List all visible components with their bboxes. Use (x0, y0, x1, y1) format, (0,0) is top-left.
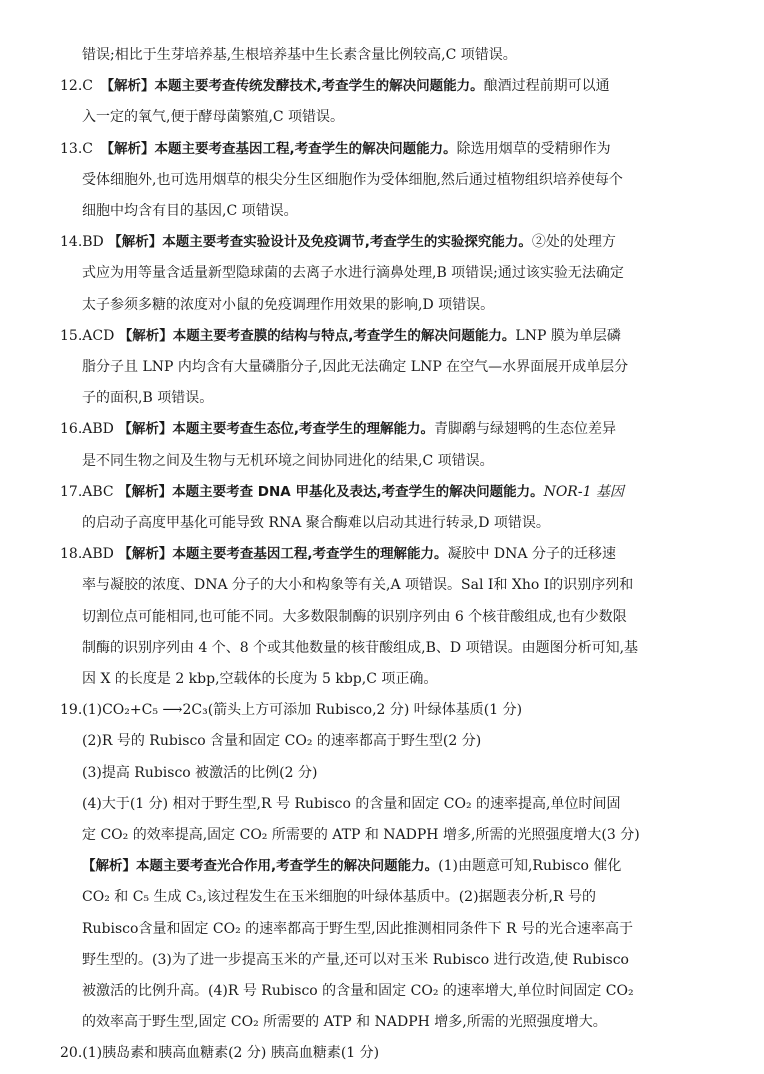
line-text: (3)提高 Rubisco 被激活的比例(2 分) (82, 764, 318, 781)
line-text: 率与凝胶的浓度、DNA 分子的大小和构象等有关,A 项错误。Sal Ⅰ和 Xho Ⅰ的识别序列和 (82, 577, 634, 594)
sub-answer-line (82, 789, 621, 819)
text-line (82, 40, 517, 70)
line-text: CO₂ 和 C₅ 生成 C₃,该过程发生在玉米细胞的叶绿体基质中。(2)据题表分析,R 号的 (82, 889, 596, 906)
text-line (82, 976, 634, 1006)
text-line (82, 820, 640, 850)
line-text: 错误;相比于生芽培养基,生根培养基中生长素含量比例较高,C 项错误。 (82, 47, 517, 63)
question-number: 16.ABD (60, 421, 114, 438)
answer-line (60, 227, 616, 257)
sub-answer-line (82, 726, 481, 756)
line-text: 脂分子且 LNP 内均含有大量磷脂分子,因此无法确定 LNP 在空气—水界面展开成单层分 (82, 359, 629, 375)
answer-line (60, 1038, 379, 1068)
text-line (82, 165, 623, 195)
analysis-heading: 【解析】本题主要考查膜的结构与特点,考查学生的解决问题能力。 (118, 327, 516, 344)
analysis-heading: 【解析】本题主要考查基因工程,考查学生的解决问题能力。 (100, 140, 457, 157)
line-text: Rubisco含量和固定 CO₂ 的速率都高于野生型,因此推测相同条件下 R 号的光合速率高于 (82, 920, 634, 937)
question-number: 14.BD (60, 234, 104, 251)
text-line (82, 1007, 607, 1037)
text-line (82, 383, 213, 413)
text-line (82, 664, 437, 694)
line-text: (4)大于(1 分) 相对于野生型,R 号 Rubisco 的含量和固定 CO₂ 的速率提高,单位时间固 (82, 795, 621, 812)
text-line (82, 352, 628, 382)
answer-line (60, 71, 610, 101)
text-line (82, 914, 633, 944)
question-number: 19. (60, 702, 83, 719)
answer-line (60, 477, 624, 507)
line-text: 子的面积,B 项错误。 (82, 390, 214, 407)
text-line (82, 102, 344, 132)
answer-line (60, 134, 611, 164)
text-line (82, 446, 494, 476)
answer-line (60, 539, 616, 569)
line-text: 式应为用等量含适量新型隐球菌的去离子水进行滴鼻处理,B 项错误;通过该实验无法确定 (82, 265, 624, 282)
line-text: 受体细胞外,也可选用烟草的根尖分生区细胞作为受体细胞,然后通过植物组织培养使每个 (82, 171, 623, 188)
line-text: (2)R 号的 Rubisco 含量和固定 CO₂ 的速率都高于野生型(2 分) (82, 733, 482, 750)
line-text: 的启动子高度甲基化可能导致 RNA 聚合酶难以启动其进行转录,D 项错误。 (82, 515, 550, 531)
analysis-heading: 【解析】本题主要考查光合作用,考查学生的解决问题能力。 (82, 858, 439, 875)
line-text: 凝胶中 DNA 分子的迁移速 (447, 546, 616, 563)
text-line (82, 258, 624, 288)
question-number: 17.ABC (60, 483, 114, 500)
text-line (82, 570, 633, 600)
text-line (82, 290, 494, 320)
analysis-heading: 【解析】本题主要考查传统发酵技术,考查学生的解决问题能力。 (100, 78, 484, 95)
line-text: (1)胰岛素和胰高血糖素(2 分) 胰高血糖素(1 分) (82, 1045, 380, 1062)
line-text: 野生型的。(3)为了进一步提高玉米的产量,还可以对玉米 Rubisco 进行改造,使 Rubisco (82, 951, 629, 968)
line-text: 是不同生物之间及生物与无机环境之间协同进化的结果,C 项错误。 (82, 452, 494, 469)
question-number: 18.ABD (60, 546, 114, 563)
line-text: ②处的处理方 (531, 234, 616, 251)
answer-line (60, 695, 522, 725)
question-number: 13.C (60, 140, 93, 157)
question-number: 15.ACD (60, 327, 115, 344)
line-text: 因 X 的长度是 2 kbp,空载体的长度为 5 kbp,C 项正确。 (82, 671, 438, 687)
line-text: 入一定的氧气,便于酵母菌繁殖,C 项错误。 (82, 109, 345, 126)
line-text: 被激活的比例升高。(4)R 号 Rubisco 的含量和固定 CO₂ 的速率增大,单位时间固定 CO₂ (82, 983, 634, 999)
text-line (82, 633, 638, 663)
text-line (82, 602, 627, 632)
line-text: 切割位点可能相同,也可能不同。大多数限制酶的识别序列由 6 个核苷酸组成,也有少数限 (82, 608, 627, 625)
sub-answer-line (82, 758, 317, 788)
line-text: 酿酒过程前期可以通 (483, 78, 610, 95)
line-text: 除选用烟草的受精卵作为 (456, 140, 611, 157)
text-line (82, 196, 298, 226)
text-line (82, 508, 550, 538)
analysis-heading: 【解析】本题主要考查 DNA 甲基化及表达,考查学生的解决问题能力。 (118, 483, 544, 500)
line-text: NOR-1 基因 (543, 483, 624, 500)
question-number: 12.C (60, 78, 93, 95)
analysis-heading: 【解析】本题主要考查基因工程,考查学生的理解能力。 (118, 546, 448, 563)
analysis-line (82, 851, 621, 881)
line-text: (1)CO₂+C₅ ⟶2C₃(箭头上方可添加 Rubisco,2 分) 叶绿体基质(1 分) (82, 702, 523, 719)
text-line (82, 882, 596, 912)
answer-line (60, 321, 621, 351)
line-text: 细胞中均含有目的基因,C 项错误。 (82, 203, 298, 219)
line-text: 青脚鹬与绿翅鸭的生态位差异 (433, 421, 616, 438)
line-text: 太子参须多糖的浓度对小鼠的免疫调理作用效果的影响,D 项错误。 (82, 296, 495, 313)
analysis-heading: 【解析】本题主要考查生态位,考查学生的理解能力。 (118, 421, 434, 438)
line-text: 制酶的识别序列由 4 个、8 个或其他数量的核苷酸组成,B、D 项错误。由题图分析可知,基 (82, 639, 639, 656)
line-text: 定 CO₂ 的效率提高,固定 CO₂ 所需要的 ATP 和 NADPH 增多,所需的光照强度增大(3 分) (82, 827, 640, 843)
answer-line (60, 414, 616, 444)
question-number: 20. (60, 1045, 83, 1062)
line-text: (1)由题意可知,Rubisco 催化 (438, 858, 622, 875)
text-line (82, 945, 629, 975)
analysis-heading: 【解析】本题主要考查实验设计及免疫调节,考查学生的实验探究能力。 (108, 234, 532, 251)
line-text: 的效率高于野生型,固定 CO₂ 所需要的 ATP 和 NADPH 增多,所需的光照强度增大。 (82, 1014, 607, 1031)
line-text: LNP 膜为单层磷 (515, 327, 621, 344)
